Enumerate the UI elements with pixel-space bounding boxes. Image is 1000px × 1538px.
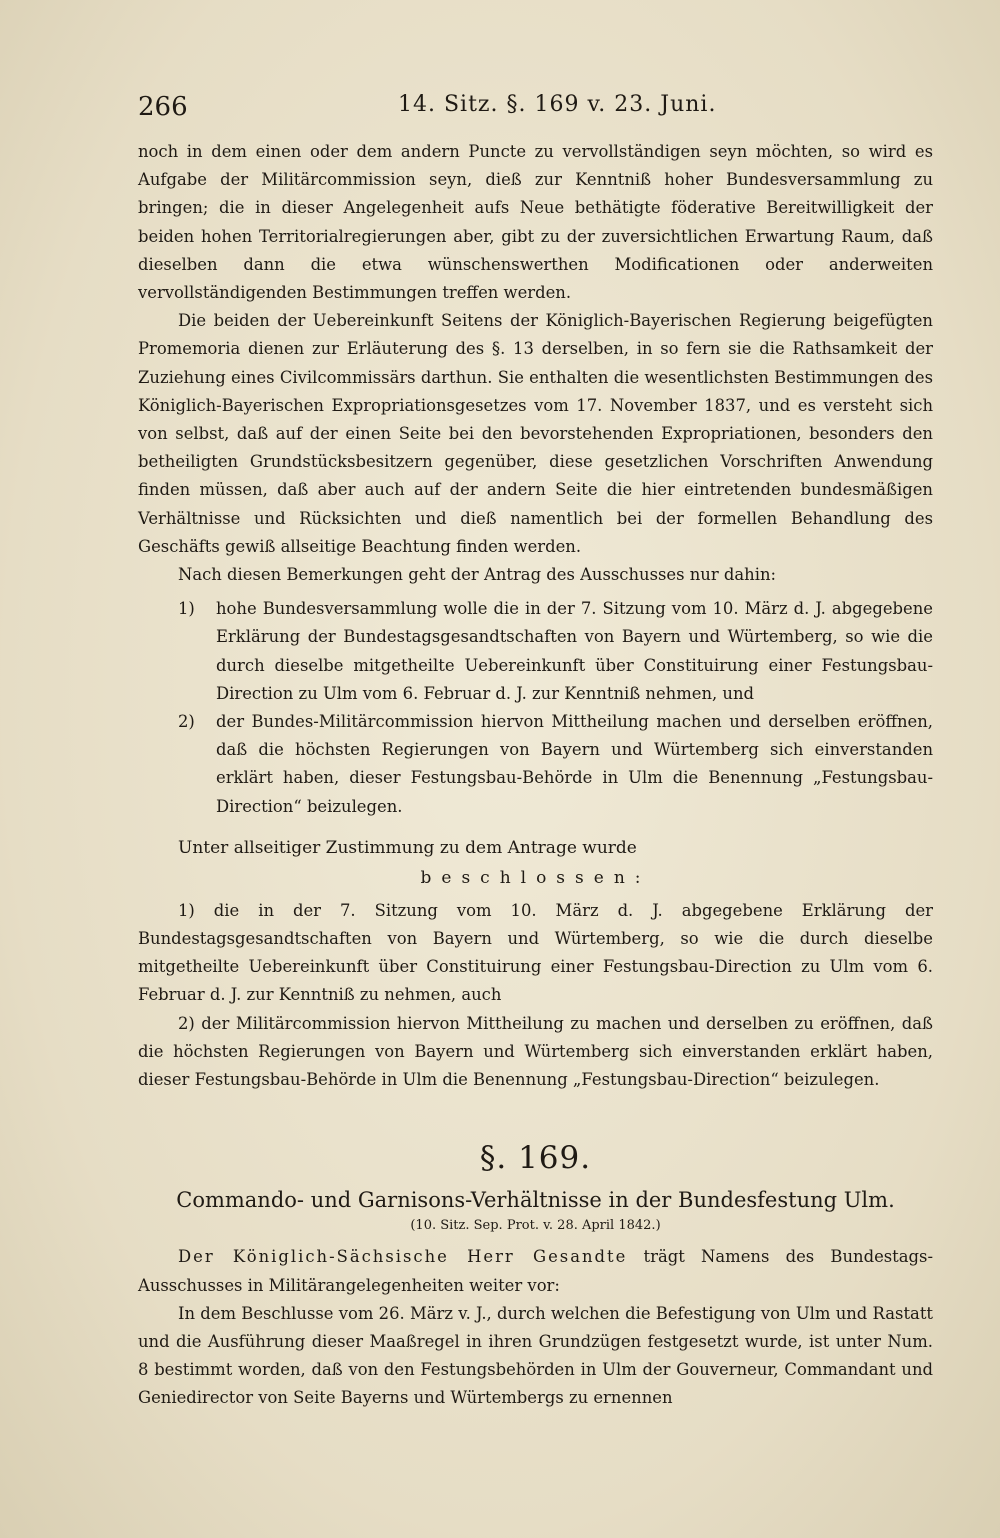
body-text (138, 138, 933, 1413)
section-paragraph-envoy (138, 1243, 933, 1299)
running-head: 14. Sitz. §. 169 v. 23. Juni. (398, 92, 717, 117)
paragraph-promemoria: Die beiden der Uebereinkunft Seitens der Königlich-Bayerischen Regierung beigefügten Promemoria dienen zur Erläuterung des §. 13 derselben, in so fern sie die Rathsamkeit der Zuziehung eines Civilcommissärs darthun. Sie enthalten die wesentlichsten Bestimmungen des Königlich-Bayerischen Expropriationsgesetzes vom 17. November 1837, und es versteht sich von selbst, daß auf der einen Seite bei den bevorstehenden Expropriationen, besonders den betheiligten Grundstücksbesitzern gegenüber, diese gesetzlichen Vorschriften Anwendung finden müssen, daß aber auch auf der andern Seite die hier eintretenden bundesmäßigen Verhältnisse und Rücksichten und dieß namentlich bei der formellen Behandlung des Geschäfts gewiß allseitige Beachtung finden werden. (138, 311, 933, 556)
envoy-paragraph-text: trägt Namens des Bundestags-Ausschusses in Militärangelegenheiten weiter vor: (138, 1247, 933, 1295)
section-title: Commando- und Garnisons-Verhältnisse in der Bundesfestung Ulm. (176, 1188, 895, 1213)
section-paragraph: In dem Beschlusse vom 26. März v. J., durch welchen die Befestigung von Ulm und Rastatt und die Ausführung dieser Maaßregel in ihren Grundzügen festgesetzt wurde, ist unter Num. 8 bestimmt worden, daß von den Festungsbehörden in Ulm der Gouverneur, Commandant und Geniedirector von Seite Bayerns und Würtembergs zu ernennen (138, 1303, 933, 1408)
decision-item: 2) der Militärcommission hiervon Mittheilung zu machen und derselben zu eröffnen, daß die höchsten Regierungen von Bayern und Würtemberg sich einverstanden erklärt haben, dieser Festungsbau-Behörde in Ulm die Benennung „Festungsbau-Direction“ beizulegen. (138, 1013, 933, 1090)
proposal-item-number: 1) (178, 599, 195, 619)
decision-item: 1) die in der 7. Sitzung vom 10. März d. J. abgegebene Erklärung der Bundestagsgesandtschaften von Bayern und Würtemberg, so wie die durch dieselbe mitgetheilte Uebereinkunft über Constituirung einer Festungsbau-Direction zu Ulm vom 6. Februar d. J. zur Kenntniß zu nehmen, auch (138, 900, 933, 1005)
proposal-item (138, 595, 933, 708)
resolution-word: beschlossen: (420, 867, 651, 888)
paragraph-proposal-intro: Nach diesen Bemerkungen geht der Antrag des Ausschusses nur dahin: (178, 565, 777, 585)
page-number: 266 (138, 92, 188, 122)
proposal-item-text: der Bundes-Militärcommission hiervon Mittheilung machen und derselben eröffnen, daß die höchsten Regierungen von Bayern und Würtemberg sich einverstanden erklärt haben, dieser Festungsbau-Behörde in Ulm die Benennung „Festungsbau-Direction“ beizulegen. (216, 712, 933, 816)
section-number: §. 169. (479, 1140, 592, 1177)
proposal-item-number: 2) (178, 712, 195, 732)
proposal-list (138, 595, 933, 821)
resolution-intro: Unter allseitiger Zustimmung zu dem Antrage wurde (178, 837, 637, 858)
proposal-item-text: hohe Bundesversammlung wolle die in der 7. Sitzung vom 10. März d. J. abgegebene Erklärung der Bundestagsgesandtschaften von Bayern und Würtemberg, so wie die durch dieselbe mitgetheilte Uebereinkunft über Constituirung einer Festungsbau-Direction zu Ulm vom 6. Februar d. J. zur Kenntniß nehmen, und (216, 599, 933, 703)
envoy-name: Der Königlich-Sächsische Herr Gesandte (178, 1247, 628, 1267)
paragraph-continuation: noch in dem einen oder dem andern Puncte zu vervollständigen seyn möchten, so wird es Aufgabe der Militärcommission seyn, dieß zur Kenntniß hoher Bundesversammlung zu bringen; die in dieser Angelegenheit aufs Neue bethätigte föderative Bereitwilligkeit der beiden hohen Territorialregierungen aber, gibt zu der zuversichtlichen Erwartung Raum, daß dieselben dann die etwa wünschenswerthen Modificationen oder anderweiten vervollständigenden Bestimmungen treffen werden. (138, 142, 933, 303)
page-header (138, 92, 928, 122)
proposal-item (138, 708, 933, 821)
section-reference: (10. Sitz. Sep. Prot. v. 28. April 1842.) (410, 1218, 661, 1234)
